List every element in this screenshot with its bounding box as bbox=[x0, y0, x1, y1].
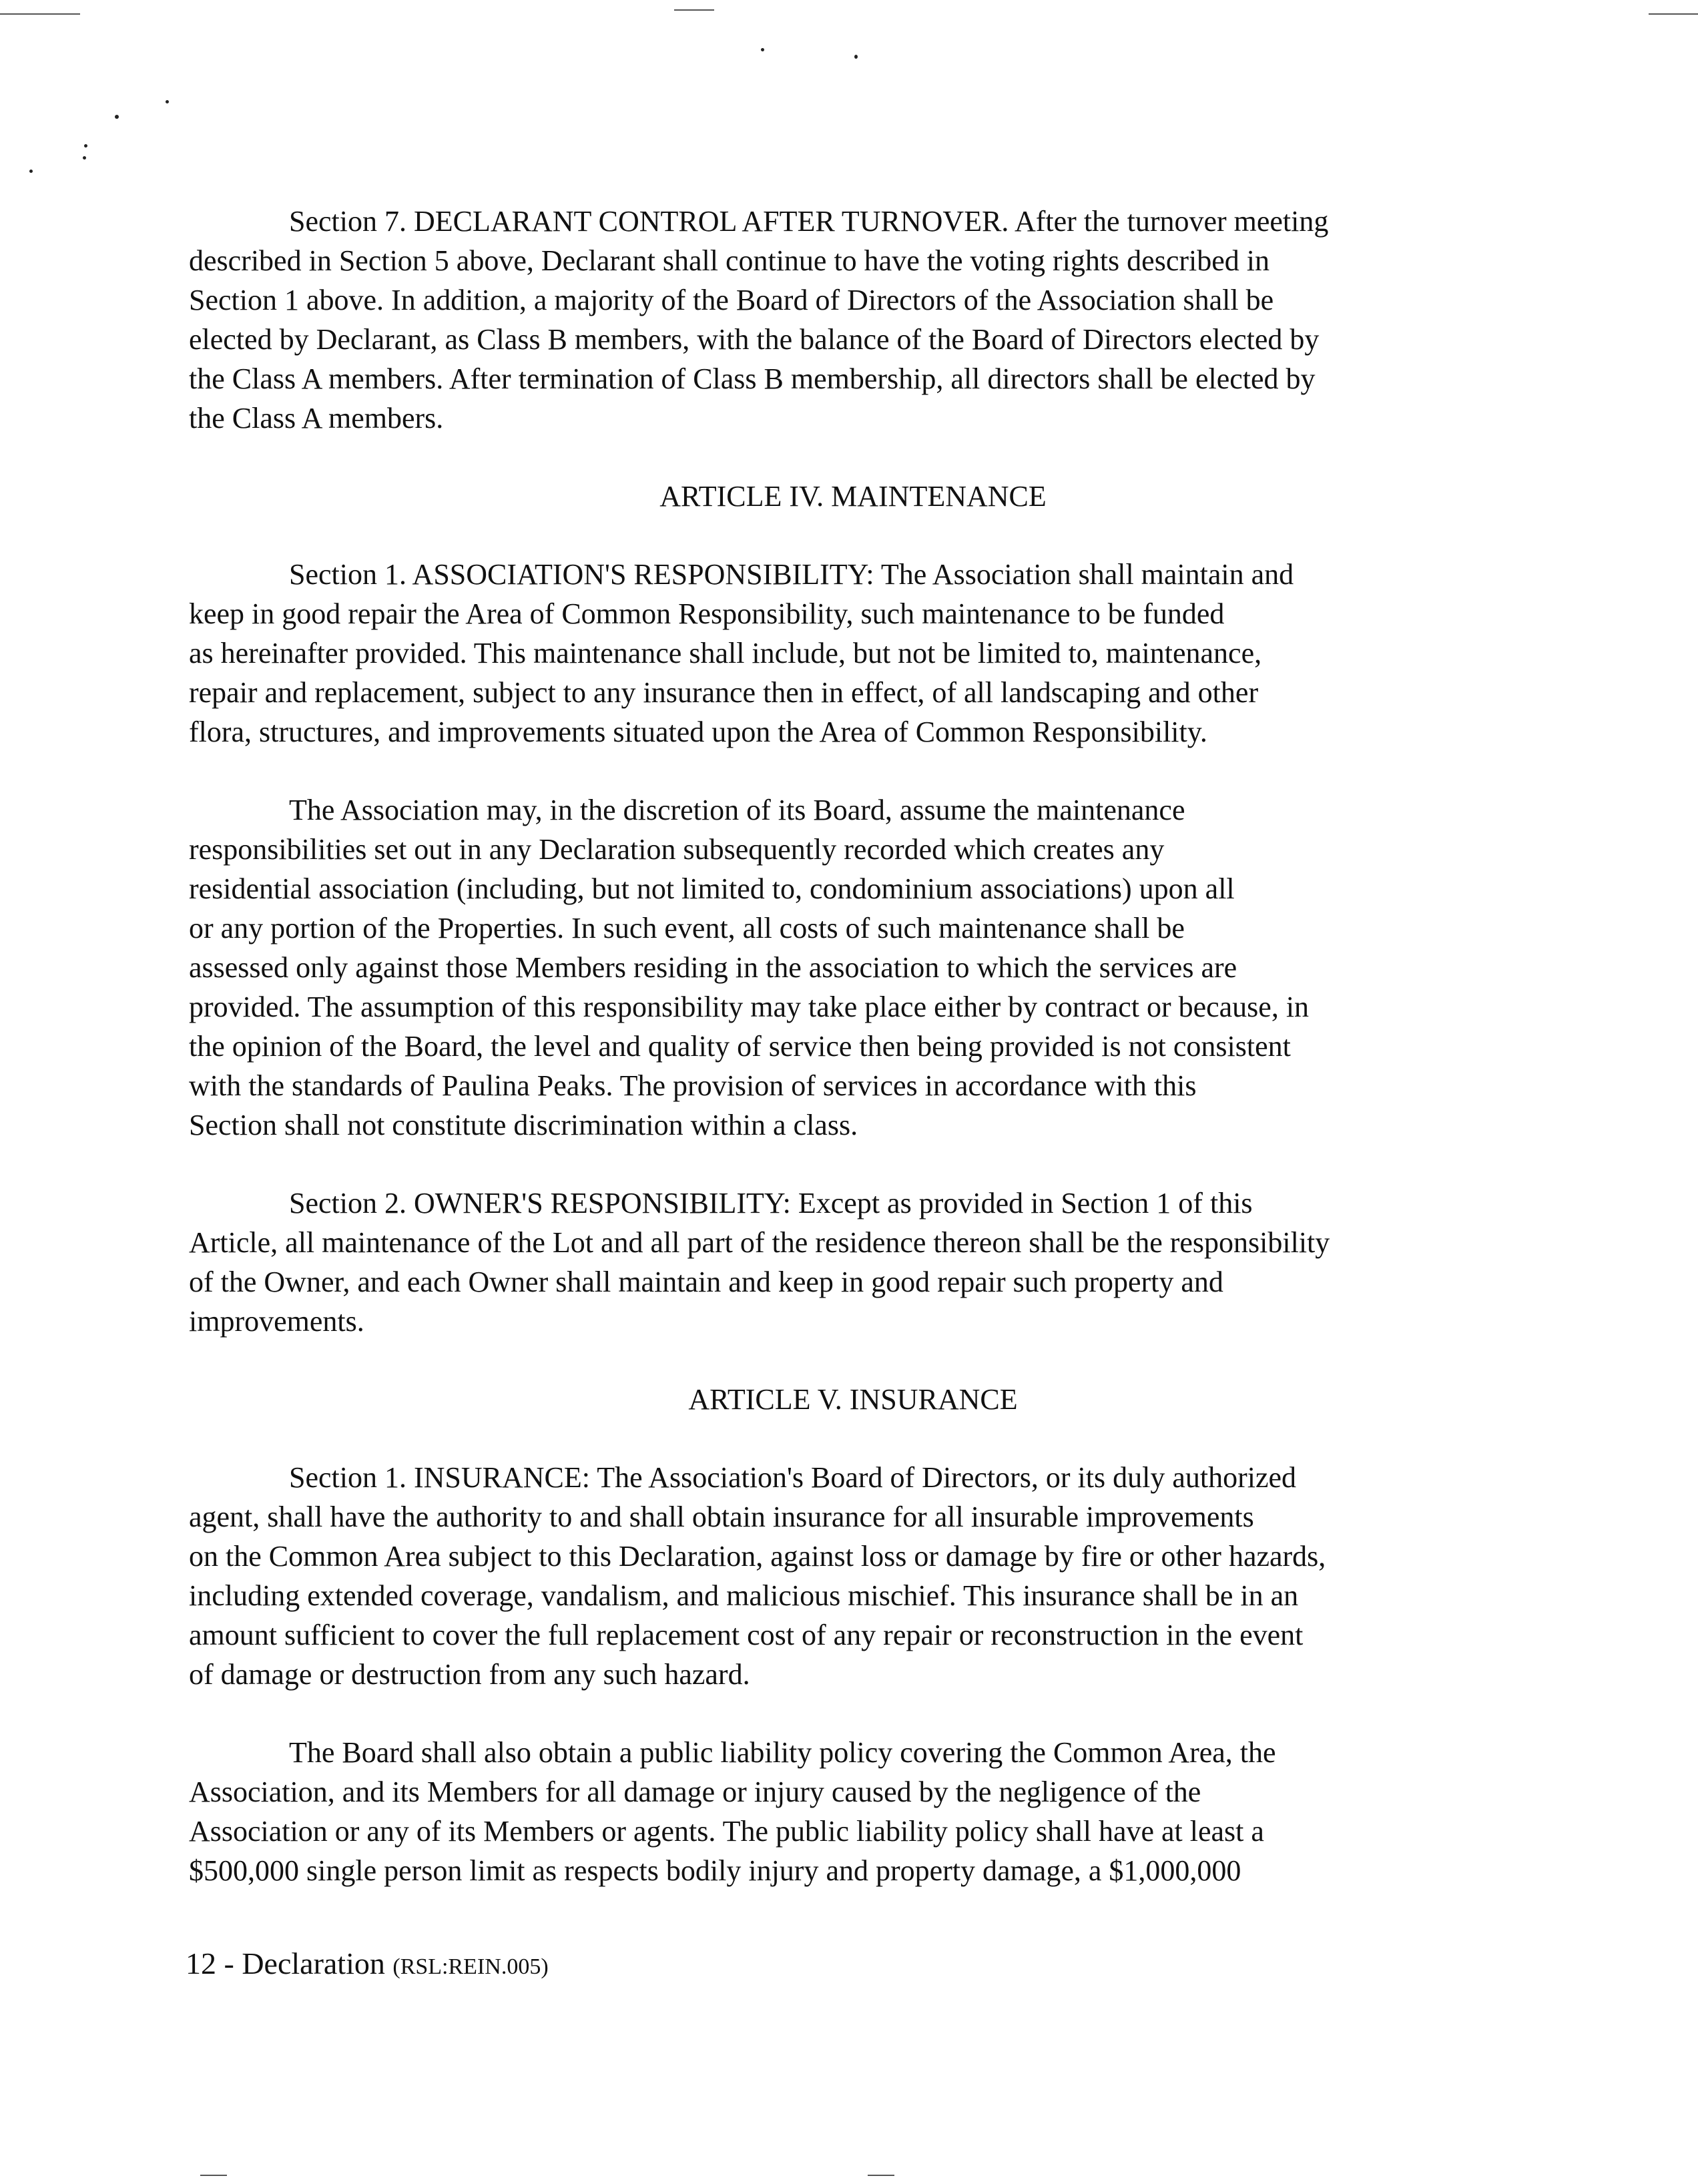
text-line: with the standards of Paulina Peaks. The provision of services in accordance with this bbox=[189, 1069, 1197, 1102]
text-line: responsibilities set out in any Declaration subsequently recorded which creates any bbox=[189, 833, 1165, 866]
text-line: the Class A members. bbox=[189, 402, 444, 435]
text-line: $500,000 single person limit as respects bodily injury and property damage, a $1,000,000 bbox=[189, 1854, 1241, 1887]
paragraph-section-7 bbox=[189, 202, 1517, 438]
paragraph-association-responsibility bbox=[189, 555, 1517, 752]
scan-artifact-bottom bbox=[200, 2175, 227, 2176]
paragraph-owner-responsibility bbox=[189, 1183, 1517, 1341]
paragraph-insurance bbox=[189, 1458, 1517, 1694]
document-body bbox=[189, 202, 1517, 1929]
text-line: improvements. bbox=[189, 1305, 364, 1338]
text-line: amount sufficient to cover the full replacement cost of any repair or reconstruction in the event bbox=[189, 1619, 1304, 1651]
footer-label: 12 - Declaration bbox=[186, 1946, 385, 1980]
text-line: the opinion of the Board, the level and quality of service then being provided is not consistent bbox=[189, 1030, 1291, 1063]
text-line: of damage or destruction from any such hazard. bbox=[189, 1658, 750, 1691]
text-line: Section 2. OWNER'S RESPONSIBILITY: Except as provided in Section 1 of this bbox=[289, 1187, 1253, 1219]
text-line: elected by Declarant, as Class B members, with the balance of the Board of Directors elected by bbox=[189, 323, 1320, 356]
text-line: Section 7. DECLARANT CONTROL AFTER TURNOVER. After the turnover meeting bbox=[289, 205, 1329, 238]
text-line: Section 1. ASSOCIATION'S RESPONSIBILITY: The Association shall maintain and bbox=[289, 558, 1294, 591]
scan-dot-7 bbox=[29, 170, 33, 173]
scan-dot-5 bbox=[84, 144, 87, 148]
paragraph-association-discretion bbox=[189, 790, 1517, 1145]
footer-code: (RSL:REIN.005) bbox=[392, 1954, 549, 1979]
scan-dot-1 bbox=[761, 48, 764, 51]
article-v-heading: ARTICLE V. INSURANCE bbox=[688, 1383, 1018, 1416]
text-line: Article, all maintenance of the Lot and all part of the residence thereon shall be the responsibility bbox=[189, 1226, 1330, 1259]
text-line: as hereinafter provided. This maintenance shall include, but not be limited to, maintenance, bbox=[189, 637, 1262, 669]
scan-dot-4 bbox=[166, 100, 169, 103]
text-line: described in Section 5 above, Declarant shall continue to have the voting rights described in bbox=[189, 244, 1269, 277]
text-line: keep in good repair the Area of Common Responsibility, such maintenance to be funded bbox=[189, 597, 1225, 630]
text-line: repair and replacement, subject to any insurance then in effect, of all landscaping and other bbox=[189, 676, 1259, 709]
paragraph-public-liability bbox=[189, 1733, 1517, 1890]
text-line: Section shall not constitute discrimination within a class. bbox=[189, 1109, 858, 1141]
text-line: The Board shall also obtain a public liability policy covering the Common Area, the bbox=[289, 1736, 1276, 1769]
text-line: provided. The assumption of this responsibility may take place either by contract or because, in bbox=[189, 991, 1310, 1023]
scan-dot-3 bbox=[115, 115, 119, 119]
text-line: the Class A members. After termination of Class B membership, all directors shall be elected by bbox=[189, 362, 1316, 395]
scan-artifact-top-mid bbox=[674, 9, 714, 11]
scan-artifact-bottom-2 bbox=[868, 2175, 894, 2176]
text-line: assessed only against those Members residing in the association to which the services are bbox=[189, 951, 1237, 984]
text-line: Association, and its Members for all damage or injury caused by the negligence of the bbox=[189, 1776, 1201, 1808]
text-line: on the Common Area subject to this Declaration, against loss or damage by fire or other hazards, bbox=[189, 1540, 1326, 1573]
scan-dot-6 bbox=[83, 156, 86, 160]
text-line: The Association may, in the discretion of its Board, assume the maintenance bbox=[289, 794, 1185, 826]
scan-artifact-top-left bbox=[0, 13, 80, 15]
text-line: or any portion of the Properties. In such event, all costs of such maintenance shall be bbox=[189, 912, 1185, 944]
text-line: Section 1. INSURANCE: The Association's Board of Directors, or its duly authorized bbox=[289, 1461, 1297, 1494]
scan-dot-2 bbox=[854, 55, 858, 59]
text-line: Section 1 above. In addition, a majority of the Board of Directors of the Association shall be bbox=[189, 284, 1274, 316]
article-iv-heading: ARTICLE IV. MAINTENANCE bbox=[659, 480, 1047, 513]
scan-artifact-top-right bbox=[1649, 13, 1698, 15]
text-line: agent, shall have the authority to and shall obtain insurance for all insurable improvements bbox=[189, 1500, 1254, 1533]
text-line: Association or any of its Members or agents. The public liability policy shall have at least a bbox=[189, 1815, 1264, 1848]
text-line: flora, structures, and improvements situated upon the Area of Common Responsibility. bbox=[189, 716, 1207, 748]
text-line: including extended coverage, vandalism, and malicious mischief. This insurance shall be in an bbox=[189, 1579, 1299, 1612]
text-line: of the Owner, and each Owner shall maintain and keep in good repair such property and bbox=[189, 1266, 1223, 1298]
page-footer bbox=[186, 1945, 549, 1986]
text-line: residential association (including, but not limited to, condominium associations) upon all bbox=[189, 872, 1235, 905]
